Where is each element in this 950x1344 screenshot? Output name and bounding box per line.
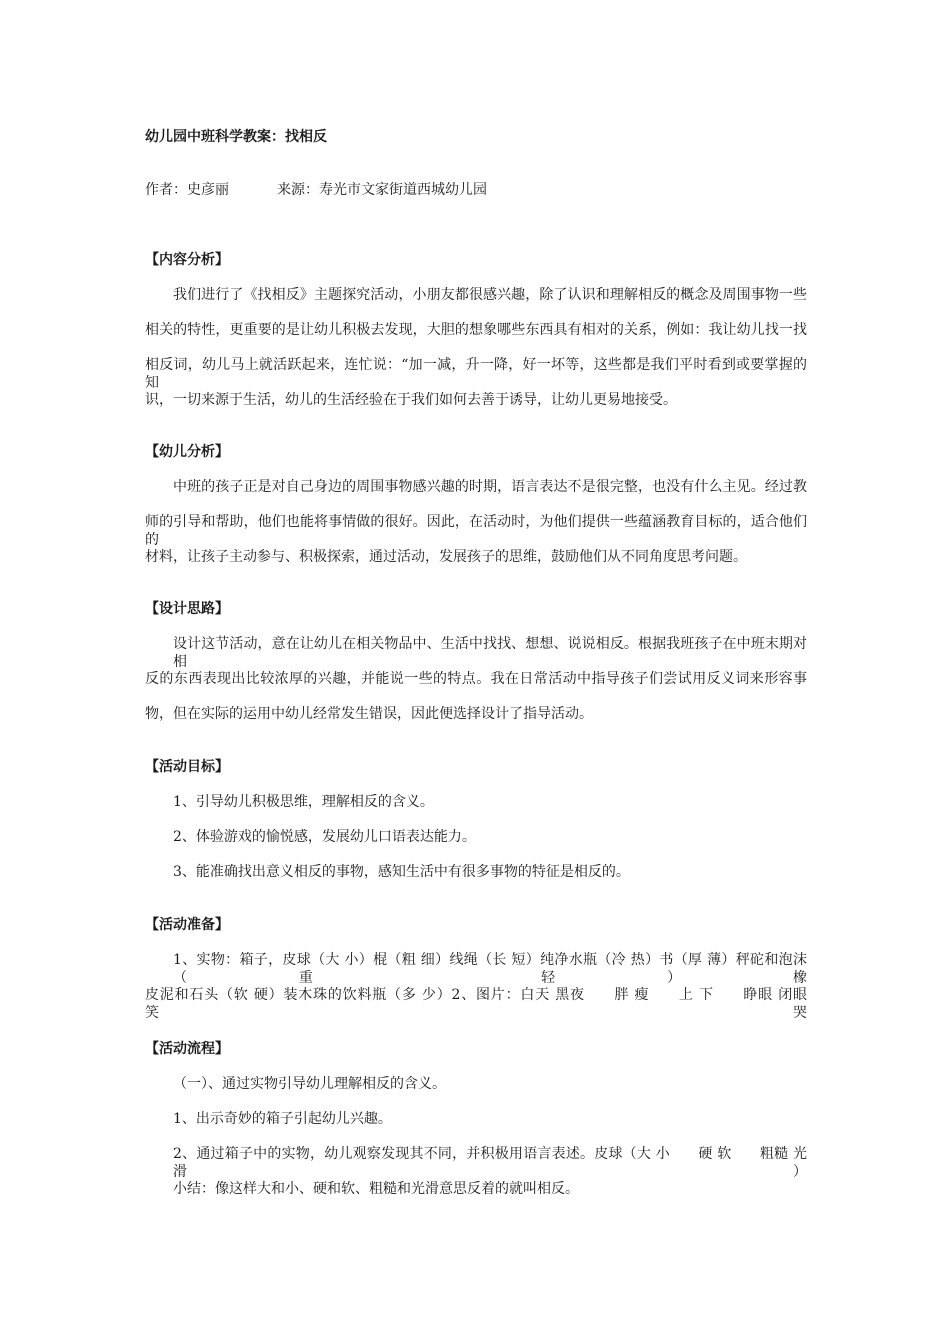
preparation-line: 1、实物：箱子，皮球（大 小）棍（粗 细）线绳（长 短）纯净水瓶（冷 热）书（厚 薄）秤砣和泡沫（重 轻）橡 <box>173 952 807 986</box>
process-line: 1、出示奇妙的箱子引起幼儿兴趣。 <box>173 1111 392 1127</box>
document-meta <box>145 181 487 199</box>
process-line: 2、通过箱子中的实物，幼儿观察发现其不同，并积极用语言表述。皮球（大 小 硬 软 粗糙 光滑） <box>173 1146 807 1180</box>
design-line: 设计这节活动，意在让幼儿在相关物品中、生活中找找、想想、说说相反。根据我班孩子在中班末期对相 <box>173 636 807 670</box>
child-analysis-line: 材料，让孩子主动参与、积极探索，通过活动，发展孩子的思维，鼓励他们从不同角度思考问题。 <box>145 549 747 565</box>
design-line: 物，但在实际的运用中幼儿经常发生错误，因此便选择设计了指导活动。 <box>145 706 593 722</box>
goal-item: 2、体验游戏的愉悦感，发展幼儿口语表达能力。 <box>173 829 476 845</box>
content-analysis-line: 相反词，幼儿马上就活跃起来，连忙说：“加一减，升一降，好一坏等，这些都是我们平时看到或要掌握的知 <box>145 357 807 391</box>
author-text: 作者：史彦丽 <box>145 182 229 198</box>
preparation-line: 皮泥和石头（软 硬）装木珠的饮料瓶（多 少）2、图片：白天 黑夜 胖 瘦 上 下 睁眼 闭眼 笑 哭 <box>145 987 835 1021</box>
process-line: （一）、通过实物引导幼儿理解相反的含义。 <box>173 1076 446 1092</box>
child-analysis-line: 师的引导和帮助，他们也能将事情做的很好。因此，在活动时，为他们提供一些蕴涵教育目标的，适合他们的 <box>145 514 807 548</box>
content-analysis-line: 相关的特性，更重要的是让幼儿积极去发现，大胆的想象哪些东西具有相对的关系，例如：我让幼儿找一找 <box>145 322 807 338</box>
goals-heading: 【活动目标】 <box>145 759 229 775</box>
goal-item: 1、引导幼儿积极思维，理解相反的含义。 <box>173 794 434 810</box>
process-heading: 【活动流程】 <box>145 1041 229 1057</box>
design-line: 反的东西表现出比较浓厚的兴趣，并能说一些的特点。我在日常活动中指导孩子们尝试用反义词来形容事 <box>145 671 807 687</box>
document-title: 幼儿园中班科学教案：找相反 <box>145 129 327 145</box>
preparation-heading: 【活动准备】 <box>145 917 229 933</box>
content-analysis-line: 我们进行了《找相反》主题探究活动，小朋友都很感兴趣，除了认识和理解相反的概念及周围事物一些 <box>173 287 807 303</box>
child-analysis-heading: 【幼儿分析】 <box>145 444 229 460</box>
content-analysis-line: 识，一切来源于生活，幼儿的生活经验在于我们如何去善于诱导，让幼儿更易地接受。 <box>145 392 677 408</box>
goal-item: 3、能准确找出意义相反的事物，感知生活中有很多事物的特征是相反的。 <box>173 864 630 880</box>
design-heading: 【设计思路】 <box>145 601 229 617</box>
process-line: 小结：像这样大和小、硬和软、粗糙和光滑意思反着的就叫相反。 <box>173 1181 579 1197</box>
content-analysis-heading: 【内容分析】 <box>145 252 229 268</box>
child-analysis-line: 中班的孩子正是对自己身边的周围事物感兴趣的时期，语言表达不是很完整，也没有什么主见。经过教 <box>173 479 807 495</box>
source-text: 来源：寿光市文家街道西城幼儿园 <box>277 182 487 198</box>
